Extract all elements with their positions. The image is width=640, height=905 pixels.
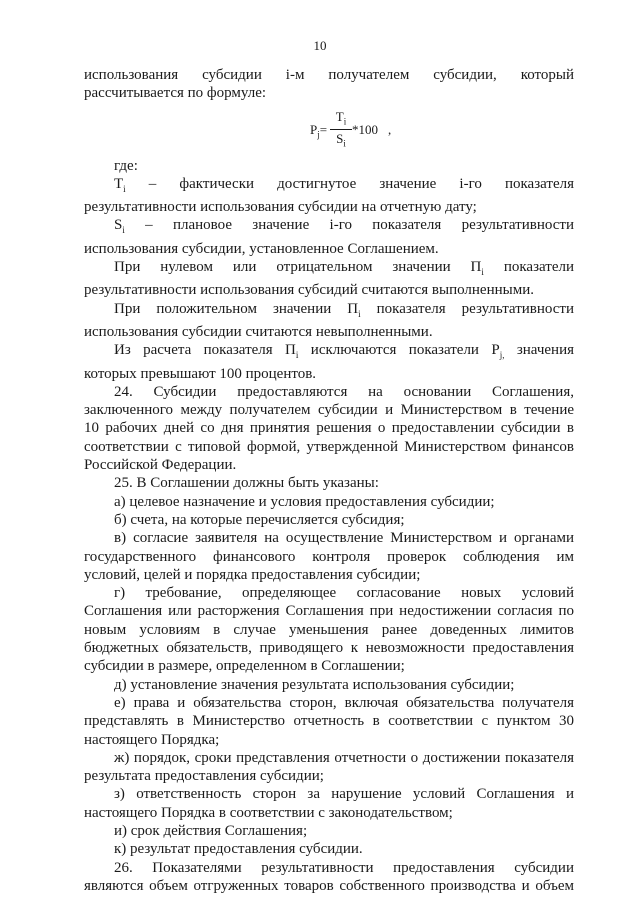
- text-line: ж) порядок, сроки представления отчетности о достижении показателя: [114, 749, 574, 766]
- formula-multiplier: *100: [352, 121, 378, 137]
- text-line: При положительном значении $П_i$ показателя результативности: [114, 300, 575, 319]
- formula-comma: ,: [388, 121, 392, 137]
- text-line: г) требование, определяющее согласование новых условий: [114, 585, 574, 602]
- text-line: При нулевом или отрицательном значении $П_i$ показатели: [114, 259, 574, 278]
- text-line: 24. Субсидии предоставляются на основании Соглашения,: [114, 383, 574, 400]
- text-line: представлять в Министерство отчетность в соответствии с пунктом 30: [84, 713, 574, 730]
- text-line: использования субсидии считаются невыполненными.: [84, 323, 433, 340]
- text-line: результата предоставления субсидии;: [84, 768, 324, 785]
- text-line: к) результат предоставления субсидии.: [114, 841, 363, 858]
- text-line: новым условиям в случае уменьшения ранее доведенных лимитов: [84, 621, 574, 638]
- text-line: которых превышают 100 процентов.: [84, 365, 317, 382]
- text-line: настоящего Порядка;: [84, 731, 220, 748]
- text-line: з) ответственность сторон за нарушение условий Соглашения и: [114, 786, 574, 803]
- formula-fraction: [330, 109, 352, 153]
- text-line: бюджетных обязательств, приводящего к невозможности предоставления: [84, 640, 574, 657]
- text-line: и) срок действия Соглашения;: [114, 822, 308, 839]
- text-line: $T_i$ – фактически достигнутое значение i-го показателя: [114, 175, 574, 194]
- text-line: Соглашения или расторжения Соглашения при недостижении согласия по: [84, 603, 574, 620]
- text-line: государственного финансового контроля проверок соблюдения им: [84, 548, 574, 565]
- text-line: 26. Показателями результативности предоставления субсидии: [114, 859, 574, 876]
- text-line: е) права и обязательства сторон, включая обязательства получателя: [114, 694, 574, 711]
- text-line: а) целевое назначение и условия предоставления субсидии;: [114, 493, 495, 510]
- text-line: 10 рабочих дней со дня принятия решения о предоставлении субсидии в: [84, 420, 574, 437]
- text-line: являются объем отгруженных товаров собственного производства и объем: [84, 877, 574, 894]
- text-line: заключенного между получателем субсидии и Министерством в течение: [84, 402, 574, 419]
- text-line: Российской Федерации.: [84, 457, 237, 474]
- text-line: где:: [114, 157, 138, 174]
- formula-numerator: $T_i$: [330, 109, 352, 131]
- text-line: 25. В Соглашении должны быть указаны:: [114, 475, 379, 492]
- text-line: соответствии с типовой формой, утвержденной Министерством финансов: [84, 438, 574, 455]
- text-line: б) счета, на которые перечисляется субсидия;: [114, 511, 405, 528]
- document-body: [84, 66, 574, 895]
- text-line: использования субсидии, установленное Соглашением.: [84, 240, 439, 257]
- formula-denominator: $S_i$: [336, 131, 346, 149]
- text-line: условий, целей и порядка предоставления субсидии;: [84, 566, 421, 583]
- formula-left: $P_j=$: [310, 121, 328, 140]
- text-line: $S_i$ – плановое значение i-го показателя результативности: [114, 217, 574, 236]
- text-line: д) установление значения результата использования субсидии;: [114, 676, 515, 693]
- text-line: Из расчета показателя $П_i$ исключаются показатели $P_{j,}$ значения: [114, 342, 575, 361]
- text-line: субсидии в размере, определенном в Соглашении;: [84, 658, 405, 675]
- text-line: результативности использования субсидий считаются выполненными.: [84, 282, 534, 299]
- text-line: в) согласие заявителя на осуществление Министерством и органами: [114, 530, 574, 547]
- text-line: использования субсидии i-м получателем субсидии, который: [84, 67, 574, 83]
- text-line: рассчитывается по формуле:: [84, 85, 267, 102]
- text-line: настоящего Порядка в соответствии с законодательством;: [84, 804, 453, 821]
- text-line: результативности использования субсидии на отчетную дату;: [84, 199, 477, 216]
- formula: [84, 107, 574, 151]
- page-number: 10: [313, 38, 327, 53]
